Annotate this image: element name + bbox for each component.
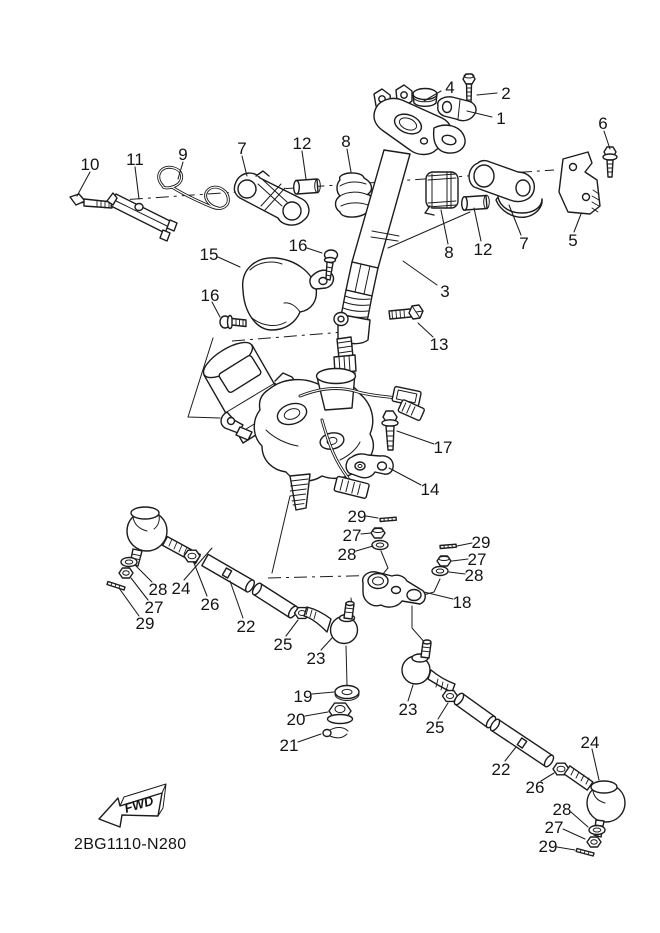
- callout-leader-11: [135, 167, 139, 199]
- callout-25: 25: [273, 635, 293, 654]
- callout-12: 12: [292, 134, 312, 153]
- callout-28: 28: [337, 545, 357, 564]
- callout-8: 8: [444, 243, 454, 262]
- pin-29-left-joint: [107, 582, 125, 591]
- callout-25: 25: [425, 718, 445, 737]
- cap-4: [413, 89, 437, 107]
- callout-leader-27: [452, 559, 468, 561]
- callout-leader-5: [574, 214, 581, 232]
- callout-20: 20: [286, 710, 306, 729]
- callout-leader-25: [438, 703, 448, 719]
- nut-27-arm-right: [437, 556, 451, 566]
- callout-23: 23: [398, 700, 418, 719]
- callout-17: 17: [433, 438, 453, 457]
- callout-3: 3: [440, 282, 450, 301]
- bolt-6: [603, 147, 617, 177]
- nut-27-arm-left: [371, 528, 385, 538]
- callout-4: 4: [445, 78, 455, 97]
- callout-leader-27: [563, 829, 585, 839]
- callout-leader-12: [474, 208, 481, 241]
- callout-leader-7: [242, 156, 247, 176]
- callout-5: 5: [568, 231, 578, 250]
- callout-8: 8: [341, 132, 351, 151]
- callout-leader-7: [509, 205, 521, 235]
- callout-27: 27: [144, 598, 164, 617]
- callout-24: 24: [580, 733, 600, 752]
- callout-19: 19: [293, 687, 313, 706]
- callout-29: 29: [347, 507, 367, 526]
- callout-leader-27: [361, 533, 371, 534]
- bolt-16-left: [220, 316, 246, 329]
- bracket-11: [107, 193, 177, 241]
- callout-12: 12: [473, 240, 493, 259]
- callout-leader-27: [131, 578, 148, 600]
- callout-26: 26: [525, 778, 545, 797]
- bolt-10: [70, 194, 112, 208]
- clamp-7-left: [234, 171, 309, 225]
- fwd-arrow: [99, 784, 166, 827]
- nut-27-left-joint: [119, 568, 133, 578]
- callout-27: 27: [544, 818, 564, 837]
- callout-leader-3: [403, 261, 437, 285]
- callout-leader-29: [119, 588, 139, 616]
- callout-9: 9: [178, 145, 188, 164]
- callout-leader-29: [366, 516, 378, 518]
- steering-arm-18: [363, 572, 426, 607]
- callout-16: 16: [288, 236, 308, 255]
- callout-leader-2: [477, 93, 497, 95]
- bolt-16-top: [325, 250, 338, 280]
- washer-28-arm-right: [432, 567, 448, 576]
- callout-21: 21: [279, 736, 299, 755]
- callout-leader-24: [592, 749, 599, 780]
- callout-10: 10: [80, 155, 100, 174]
- cover-15: [243, 258, 334, 330]
- nut-20: [328, 703, 353, 723]
- callout-22: 22: [236, 617, 256, 636]
- tie-rod-end-23-lower: [402, 640, 455, 692]
- callout-18: 18: [452, 593, 472, 612]
- callout-leader-8: [441, 210, 448, 244]
- callout-leader-15: [218, 257, 240, 267]
- washer-28-arm-left: [372, 541, 388, 550]
- callout-leader-28: [449, 572, 465, 574]
- callout-27: 27: [342, 526, 362, 545]
- spring-9: [159, 167, 229, 208]
- callout-leader-20: [305, 712, 328, 716]
- bracket-14: [346, 454, 393, 478]
- callout-leader-23: [408, 685, 413, 701]
- gearbox-output-stud: [290, 474, 310, 510]
- bracket-5: [559, 152, 600, 214]
- connector-c: [334, 476, 370, 499]
- gearbox-input-shaft: [317, 337, 357, 410]
- callout-leader-28: [571, 812, 588, 827]
- callout-15: 15: [199, 245, 219, 264]
- callout-29: 29: [135, 614, 155, 633]
- callout-leader-22: [505, 747, 516, 761]
- washer-19: [335, 686, 359, 701]
- callout-27: 27: [467, 550, 487, 569]
- callout-leader-14: [389, 468, 421, 485]
- callout-leader-8: [347, 149, 351, 172]
- bolt-13: [389, 305, 423, 319]
- callout-16: 16: [200, 286, 220, 305]
- connector-b: [398, 399, 425, 421]
- bolt-17: [382, 411, 398, 450]
- washer-28-left-joint: [121, 558, 137, 567]
- callout-23: 23: [306, 649, 326, 668]
- pin-29-arm-left: [380, 517, 396, 521]
- callout-leader-18: [424, 592, 453, 599]
- callout-28: 28: [464, 566, 484, 585]
- callout-leader-19: [312, 692, 334, 694]
- nut-26-left: [184, 550, 200, 562]
- callout-leader-29: [557, 847, 575, 850]
- callout-26: 26: [200, 595, 220, 614]
- callout-leader-12: [302, 151, 306, 179]
- callout-2: 2: [501, 84, 511, 103]
- callout-1: 1: [496, 109, 506, 128]
- callout-13: 13: [429, 335, 449, 354]
- callout-leader-10: [77, 172, 90, 196]
- callout-14: 14: [420, 480, 440, 499]
- callout-leader-21: [298, 734, 321, 742]
- callout-leader-17: [397, 431, 434, 444]
- callout-leader-25: [286, 620, 298, 636]
- bushing-8-right: [425, 172, 458, 215]
- callout-6: 6: [598, 114, 608, 133]
- fwd-label: FWD: [122, 792, 156, 816]
- callout-leader-16: [307, 248, 322, 253]
- rod-22-right: [453, 692, 556, 769]
- callout-7: 7: [237, 139, 247, 158]
- callout-leader-29: [457, 543, 472, 546]
- callout-leader-28: [356, 546, 373, 551]
- pin-29-right-joint: [576, 849, 594, 857]
- washer-28-right-joint: [589, 826, 605, 835]
- callout-29: 29: [471, 533, 491, 552]
- callout-28: 28: [552, 800, 572, 819]
- collar-12-left: [294, 179, 321, 194]
- part-code: 2BG1110-N280: [74, 836, 187, 853]
- tie-rod-end-23-upper: [304, 602, 358, 644]
- nut-27-right-joint: [587, 837, 601, 847]
- cotter-pin-21: [323, 727, 348, 737]
- callout-24: 24: [171, 579, 191, 598]
- callout-28: 28: [148, 580, 168, 599]
- pin-29-arm-right: [440, 544, 456, 548]
- callout-11: 11: [126, 150, 144, 169]
- callout-22: 22: [491, 760, 511, 779]
- callout-7: 7: [519, 234, 529, 253]
- callout-29: 29: [538, 837, 558, 856]
- collar-12-right: [462, 195, 490, 210]
